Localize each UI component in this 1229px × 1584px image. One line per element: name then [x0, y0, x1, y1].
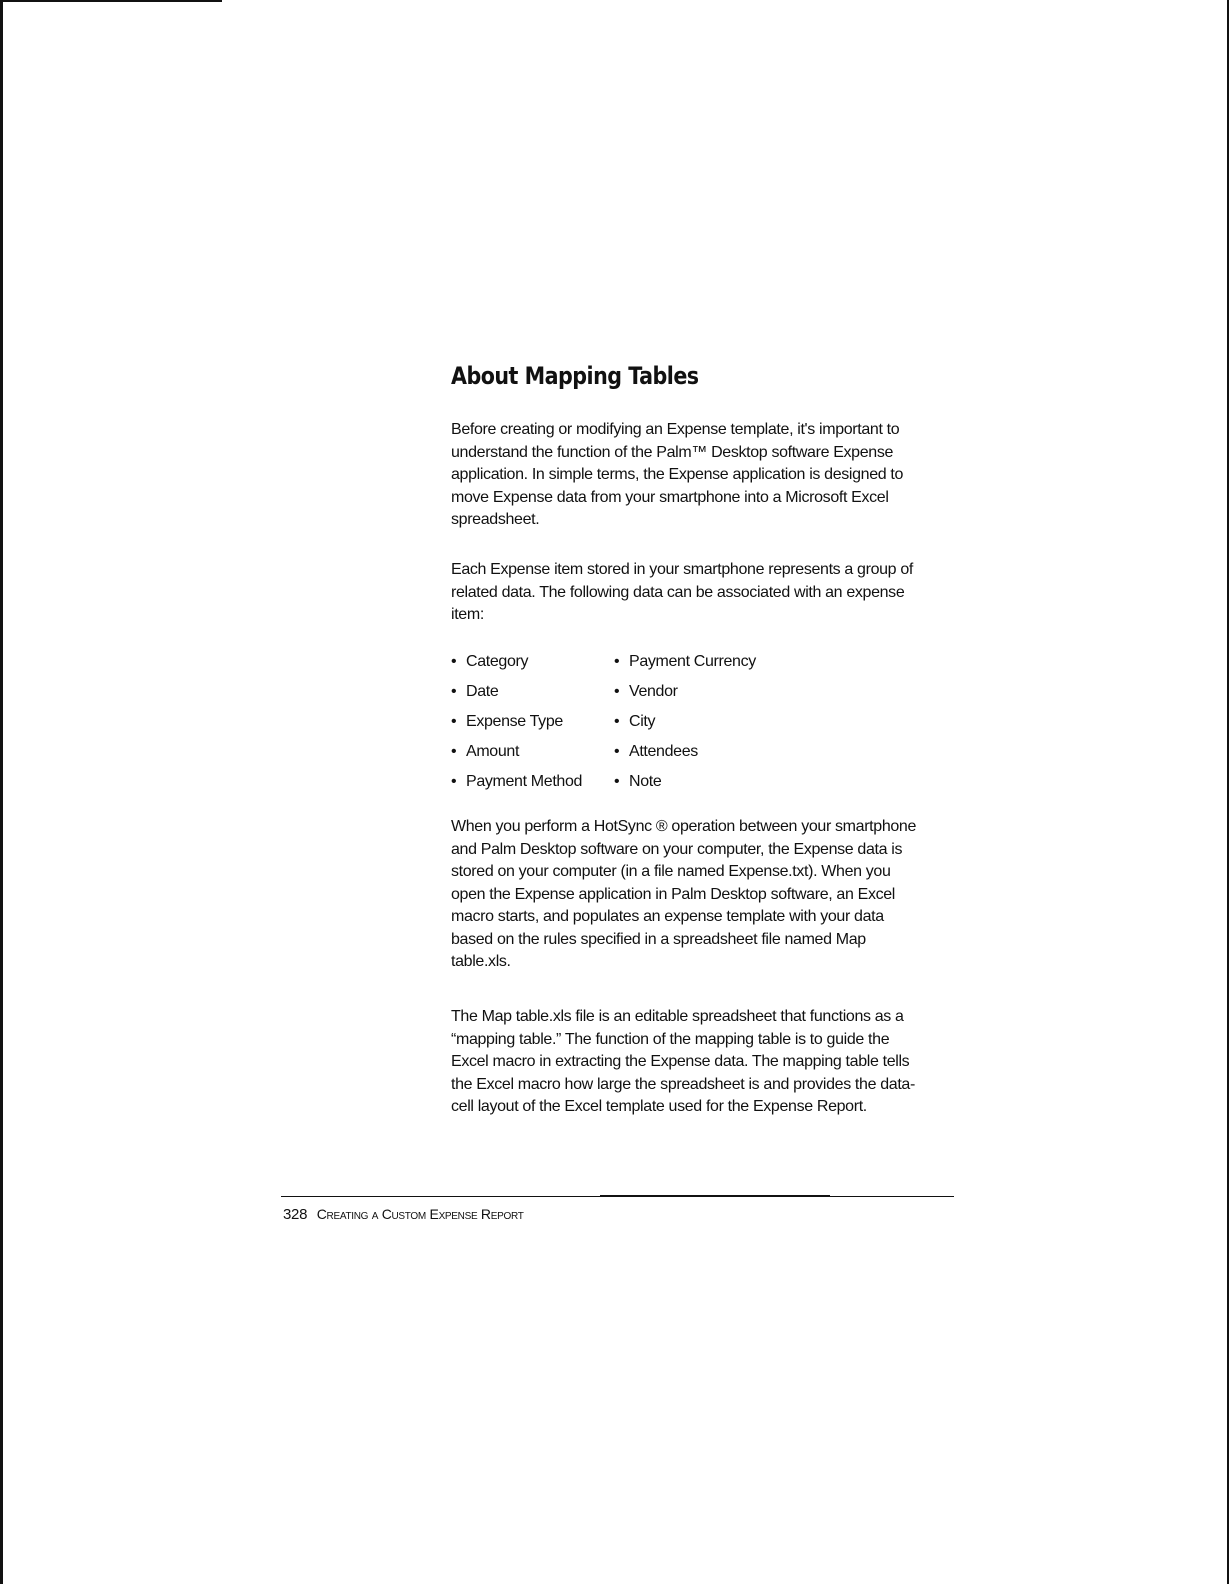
list-item	[451, 741, 519, 763]
list-item-label: Note	[629, 773, 662, 790]
bullet-dot: •	[614, 773, 620, 790]
list-item-label: Vendor	[629, 683, 678, 700]
list-item	[451, 771, 582, 793]
list-item-label: Date	[466, 683, 499, 700]
list-item	[451, 681, 498, 703]
page-number: 328	[283, 1206, 308, 1223]
list-item	[451, 651, 528, 673]
bullet-dot: •	[614, 683, 620, 700]
list-item-label: Category	[466, 653, 529, 670]
scan-border-left	[0, 0, 3, 1584]
footer-rule-accent	[600, 1195, 830, 1197]
list-item-label: Expense Type	[466, 713, 563, 730]
bullet-dot: •	[451, 653, 457, 670]
list-item	[614, 711, 655, 733]
list-item-label: City	[629, 713, 656, 730]
page-footer	[283, 1206, 524, 1223]
list-item	[614, 771, 661, 793]
scan-border-top	[0, 0, 222, 2]
list-item	[614, 651, 756, 673]
list-item-label: Payment Method	[466, 773, 583, 790]
list-item-label: Amount	[466, 743, 520, 760]
bullet-dot: •	[614, 713, 620, 730]
section-heading: About Mapping Tables	[451, 362, 699, 390]
paragraph-expense-item: Each Expense item stored in your smartphone represents a group of related data. The following data can be associated with an expense item:	[451, 561, 913, 623]
paragraph-hotsync: When you perform a HotSync ® operation between your smartphone and Palm Desktop software on your computer, the Expense data is stored on your computer (in a file named Expense.txt). When you open the Expense application in Palm Desktop software, an Excel macro starts, and populates an expense template with your data based on the rules specified in a spreadsheet file named Map table.xls.	[451, 818, 917, 970]
list-item-label: Payment Currency	[629, 653, 756, 670]
list-item-label: Attendees	[629, 743, 698, 760]
list-item	[451, 711, 563, 733]
bullet-dot: •	[614, 743, 620, 760]
bullet-dot: •	[614, 653, 620, 670]
paragraph-map-table: The Map table.xls file is an editable spreadsheet that functions as a “mapping table.” The function of the mapping table is to guide the Excel macro in extracting the Expense data. The mapping table tells the Excel macro how large the spreadsheet is and provides the data-cell layout of the Excel template used for the Expense Report.	[451, 1008, 915, 1115]
list-item	[614, 681, 678, 703]
bullet-dot: •	[451, 713, 457, 730]
paragraph-intro: Before creating or modifying an Expense template, it's important to understand the function of the Palm™ Desktop software Expense application. In simple terms, the Expense application is designed to move Expense data from your smartphone into a Microsoft Excel spreadsheet.	[451, 421, 904, 528]
bullet-dot: •	[451, 743, 457, 760]
chapter-title: Creating a Custom Expense Report	[316, 1206, 524, 1222]
list-item	[614, 741, 698, 763]
bullet-dot: •	[451, 683, 457, 700]
bullet-dot: •	[451, 773, 457, 790]
